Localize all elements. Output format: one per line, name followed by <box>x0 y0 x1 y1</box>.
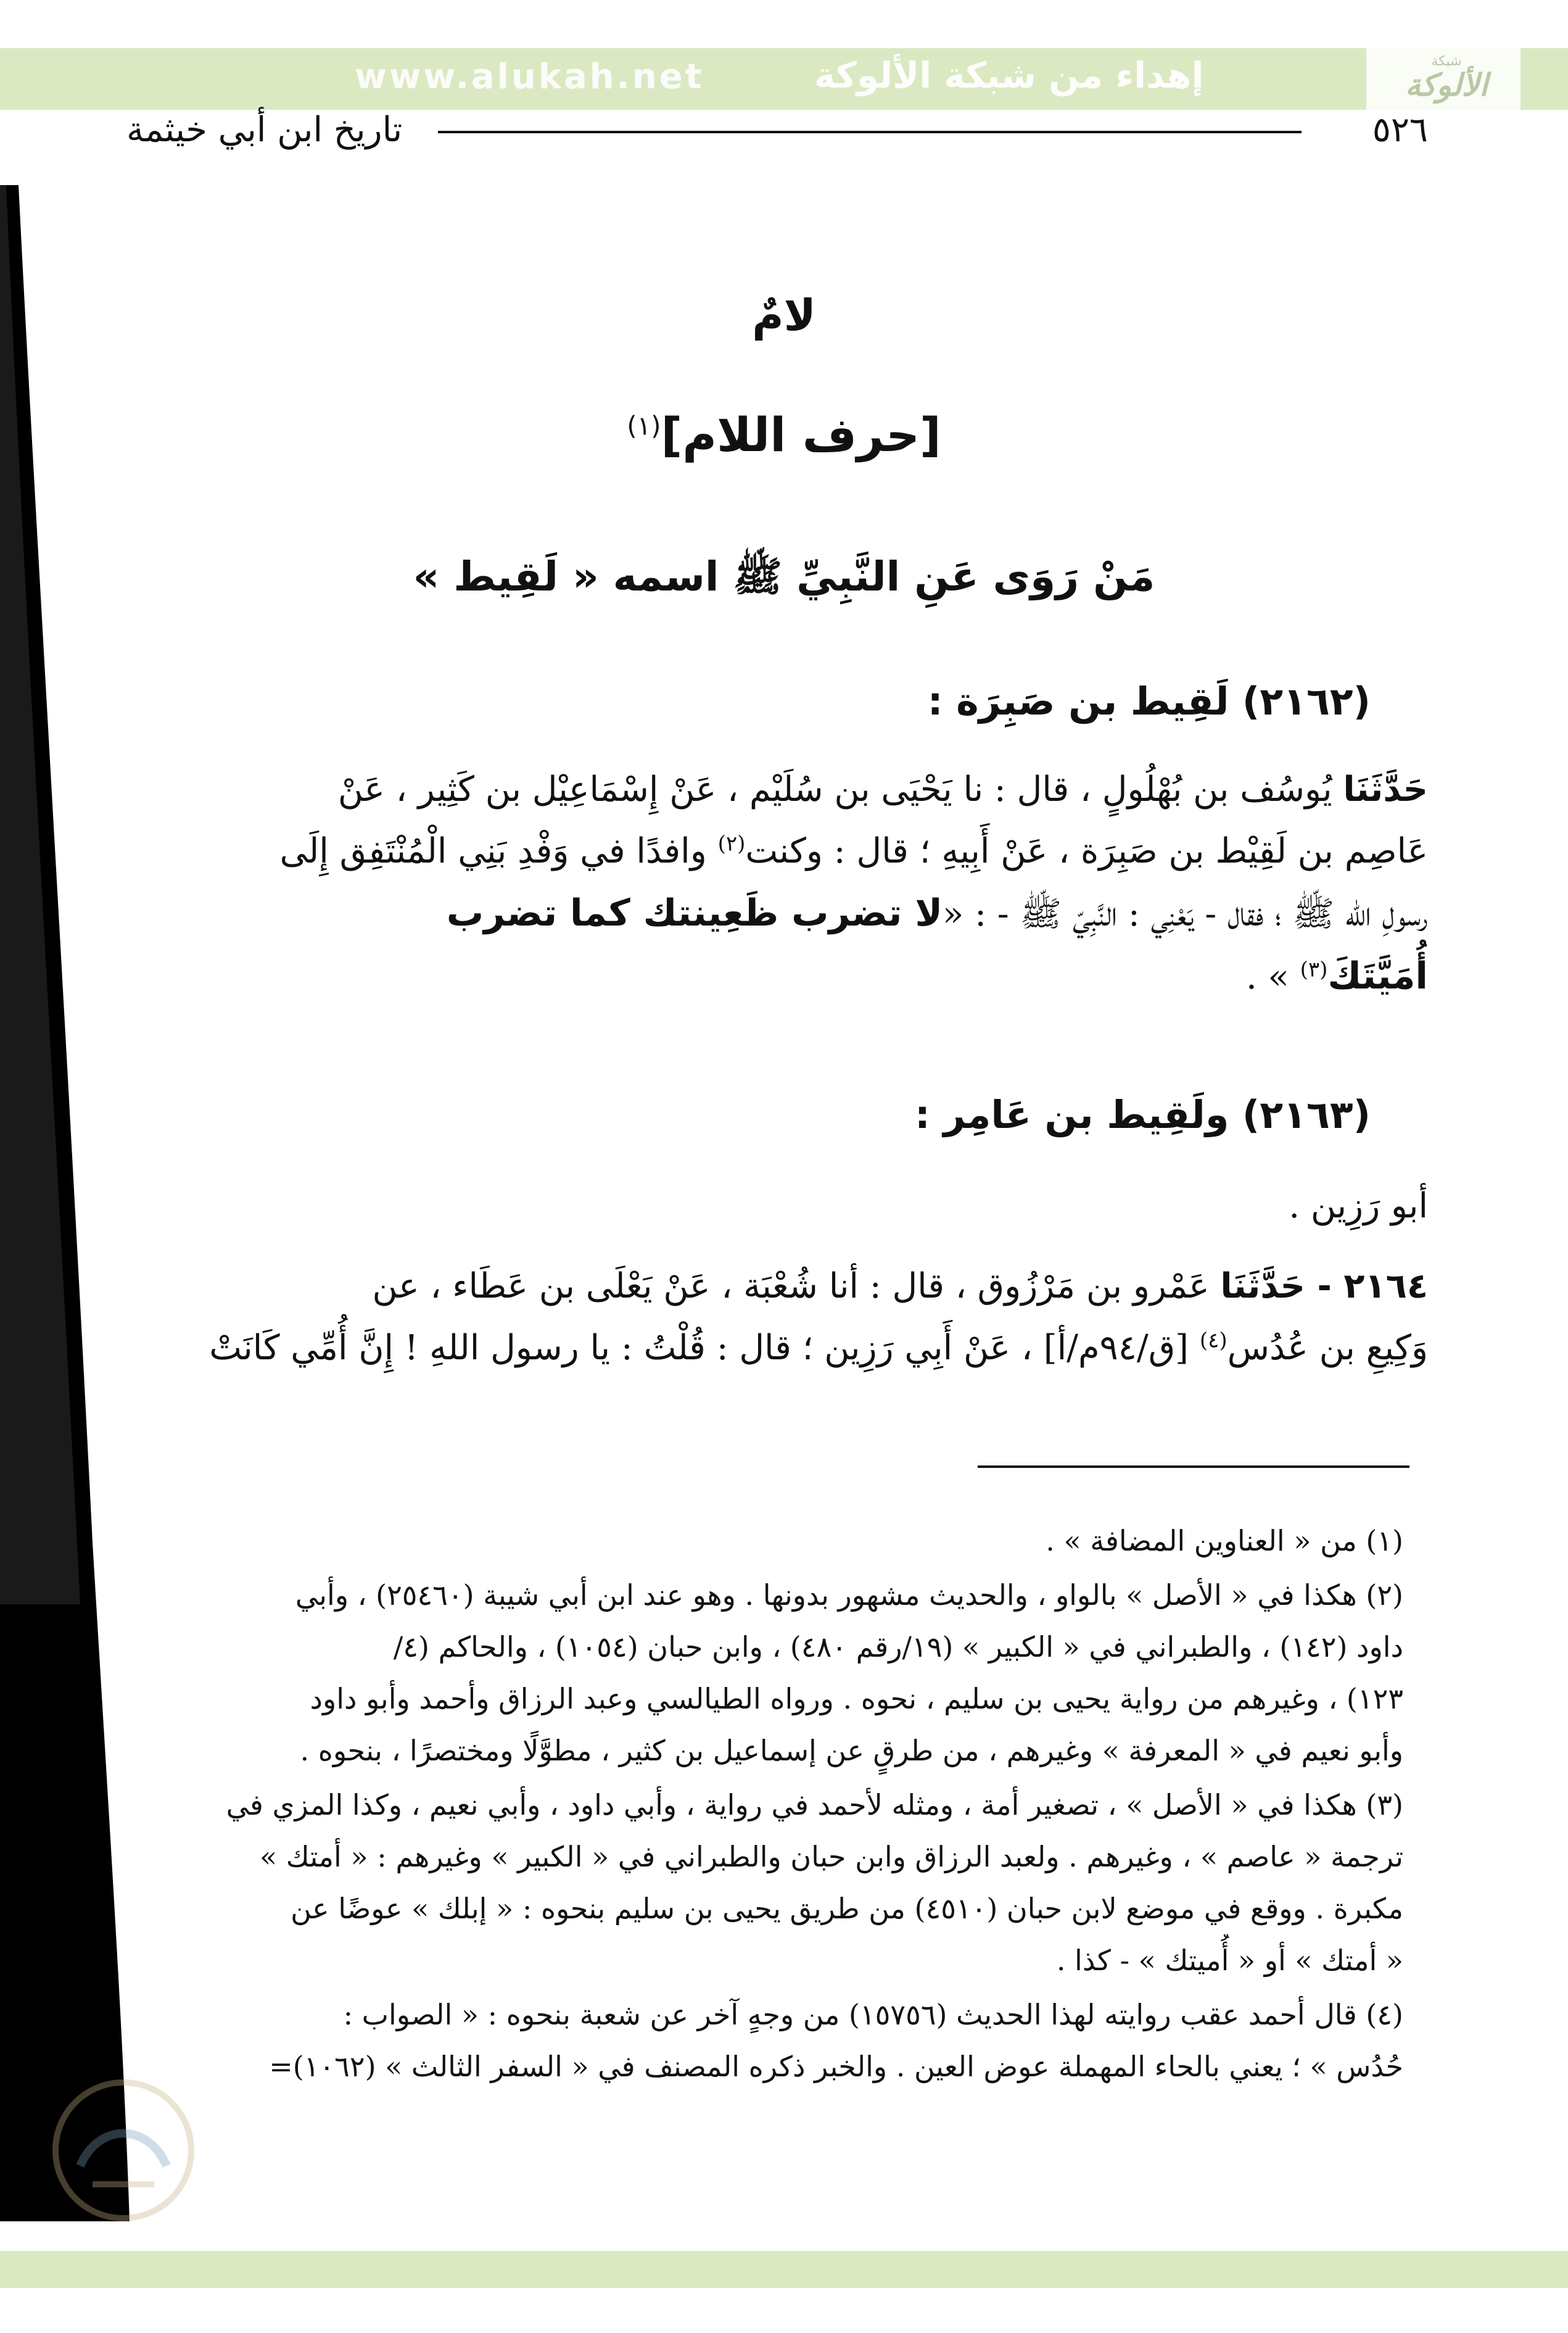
letter-name-text: [حرف اللام] <box>661 407 941 462</box>
footnote-line: (٢) هكذا في « الأصل » بالواو ، والحديث مشهور بدونها . وهو عند ابن أبي شيبة (٢٥٤٦٠) ، وأبي <box>295 1578 1403 1612</box>
footnote-ref-3: (٣) <box>1300 957 1328 982</box>
entry-2163-kunya: أبو رَزِين . <box>1289 1186 1428 1226</box>
running-header <box>126 104 1428 159</box>
footnote-1 <box>133 1515 1403 1567</box>
entry-2164-line-1 <box>126 1256 1428 1317</box>
isnad-text: عَاصِم بن لَقِيْط بن صَبِرَة ، عَنْ أَبِيهِ ؛ قال : وكنت <box>745 831 1428 871</box>
header-rule <box>438 131 1302 133</box>
top-watermark-banner <box>0 48 1568 110</box>
footnote-line: حُدُس » ؛ يعني بالحاء المهملة عوض العين . والخبر ذكره المصنف في « السفر الثالث » (١٠٦٢)= <box>269 2050 1403 2083</box>
bottom-watermark-banner <box>0 2251 1568 2288</box>
page-number: ٥٢٦ <box>1372 110 1428 150</box>
footnote-line: (١) من « العناوين المضافة » . <box>1046 1524 1403 1557</box>
footnote-line: (٤) قال أحمد عقب روايته لهذا الحديث (١٥٧٥٦) من وجهٍ آخر عن شعبة بنحوه : « الصواب : <box>343 1998 1403 2031</box>
book-title: تاريخ ابن أبي خيثمة <box>126 110 403 150</box>
entry-2162-line-2 <box>126 821 1428 882</box>
isnad-text: وَكِيعِ بن عُدُس <box>1227 1328 1428 1368</box>
footnotes <box>133 1515 1403 2095</box>
entry-2162-line-3 <box>126 882 1428 945</box>
quote-close: » . <box>1245 957 1289 997</box>
footnote-2 <box>133 1569 1403 1776</box>
footnote-4 <box>133 1989 1403 2092</box>
logo-small-text: شبكة <box>1431 54 1462 69</box>
footnote-ref-2: (٢) <box>717 831 746 856</box>
banner-url: www.alukah.net <box>355 57 704 97</box>
hadith-quote-end: أُمَيَّتَكَ <box>1327 955 1428 998</box>
entry-2163-body <box>126 1175 1428 1237</box>
logo-big-text: الألوكة <box>1405 67 1488 103</box>
entry-2162-heading: (٢١٦٢) لَقِيط بن صَبِرَة : <box>927 679 1371 724</box>
footnote-separator <box>978 1465 1409 1468</box>
isnad-text: يُوسُف بن بُهْلُولٍ ، قال : نا يَحْيَى بن سُلَيْم ، عَنْ إِسْمَاعِيْل بن كَثِير ، عَنْ <box>337 769 1332 810</box>
entry-2164-body <box>126 1256 1428 1379</box>
isnad-text: عَمْرو بن مَرْزُوق ، قال : أنا شُعْبَة ، عَنْ يَعْلَى بن عَطَاء ، عن <box>372 1266 1210 1306</box>
hadith-lead: حَدَّثَنَا <box>1343 769 1428 810</box>
isnad-text: وافدًا في وَفْدِ بَنِي الْمُنْتَفِق إِلَى <box>279 831 707 871</box>
footnote-line: وأبو نعيم في « المعرفة » وغيرهم ، من طرقٍ عن إسماعيل بن كثير ، مطوَّلًا ومختصرًا ، بنحوه . <box>300 1734 1403 1767</box>
footnote-line: ١٢٣) ، وغيرهم من رواية يحيى بن سليم ، نحوه . ورواه الطيالسي وعبد الرزاق وأحمد وأبو داود <box>310 1682 1403 1715</box>
footnote-ref-4: (٤) <box>1199 1328 1228 1353</box>
footnote-line: « أمتك » أو « أُميتك » - كذا . <box>1056 1944 1403 1977</box>
footnote-line: مكبرة . ووقع في موضع لابن حبان (٤٥١٠) من طريق يحيى بن سليم بنحوه : « إبلك » عوضًا عن <box>291 1892 1403 1925</box>
letter-heading: لامٌ <box>752 290 816 341</box>
entry-2162-line-1 <box>126 759 1428 821</box>
footnote-3 <box>133 1779 1403 1986</box>
hadith-number-lead: ٢١٦٤ - حَدَّثَنَا <box>1220 1266 1428 1306</box>
entry-2162-body <box>126 759 1428 1008</box>
corner-watermark-logo-icon <box>25 2067 222 2234</box>
matn-intro: رسولِ الله ﷺ ؛ فقال - يَعْنِي : النَّبِيّ ﷺ - : « <box>943 894 1428 934</box>
footnote-ref-1: (١) <box>627 410 661 441</box>
isnad-text: [ق/٩٤م/أ] ، عَنْ أَبِي رَزِين ؛ قال : قُلْتُ : يا رسول اللهِ ! إِنَّ أُمِّي كَانَتْ <box>209 1328 1189 1368</box>
letter-name-heading <box>0 407 1568 462</box>
alukah-logo <box>1382 54 1511 106</box>
footnote-line: ترجمة « عاصم » ، وغيرهم . ولعبد الرزاق وابن حبان والطبراني في « الكبير » وغيرهم : « أمتك » <box>260 1840 1403 1873</box>
footnote-line: داود (١٤٢) ، والطبراني في « الكبير » (١٩/رقم ٤٨٠) ، وابن حبان (١٠٥٤) ، والحاكم (٤/ <box>393 1630 1403 1664</box>
section-heading: مَنْ رَوَى عَنِ النَّبِيِّ ﷺ اسمه « لَقِيط » <box>413 553 1155 600</box>
binding-shadow <box>0 185 136 2283</box>
entry-2163-heading: (٢١٦٣) ولَقِيط بن عَامِر : <box>915 1092 1371 1137</box>
entry-2162-line-4 <box>126 945 1428 1008</box>
footnote-line: (٣) هكذا في « الأصل » ، تصغير أمة ، ومثله لأحمد في رواية ، وأبي داود ، وأبي نعيم ، وكذا المزي في <box>226 1788 1403 1821</box>
banner-gift-text: إهداء من شبكة الألوكة <box>814 54 1204 96</box>
hadith-quote: لا تضرب ظَعِينتك كما تضرب <box>446 892 943 935</box>
entry-2164-line-2 <box>126 1317 1428 1379</box>
